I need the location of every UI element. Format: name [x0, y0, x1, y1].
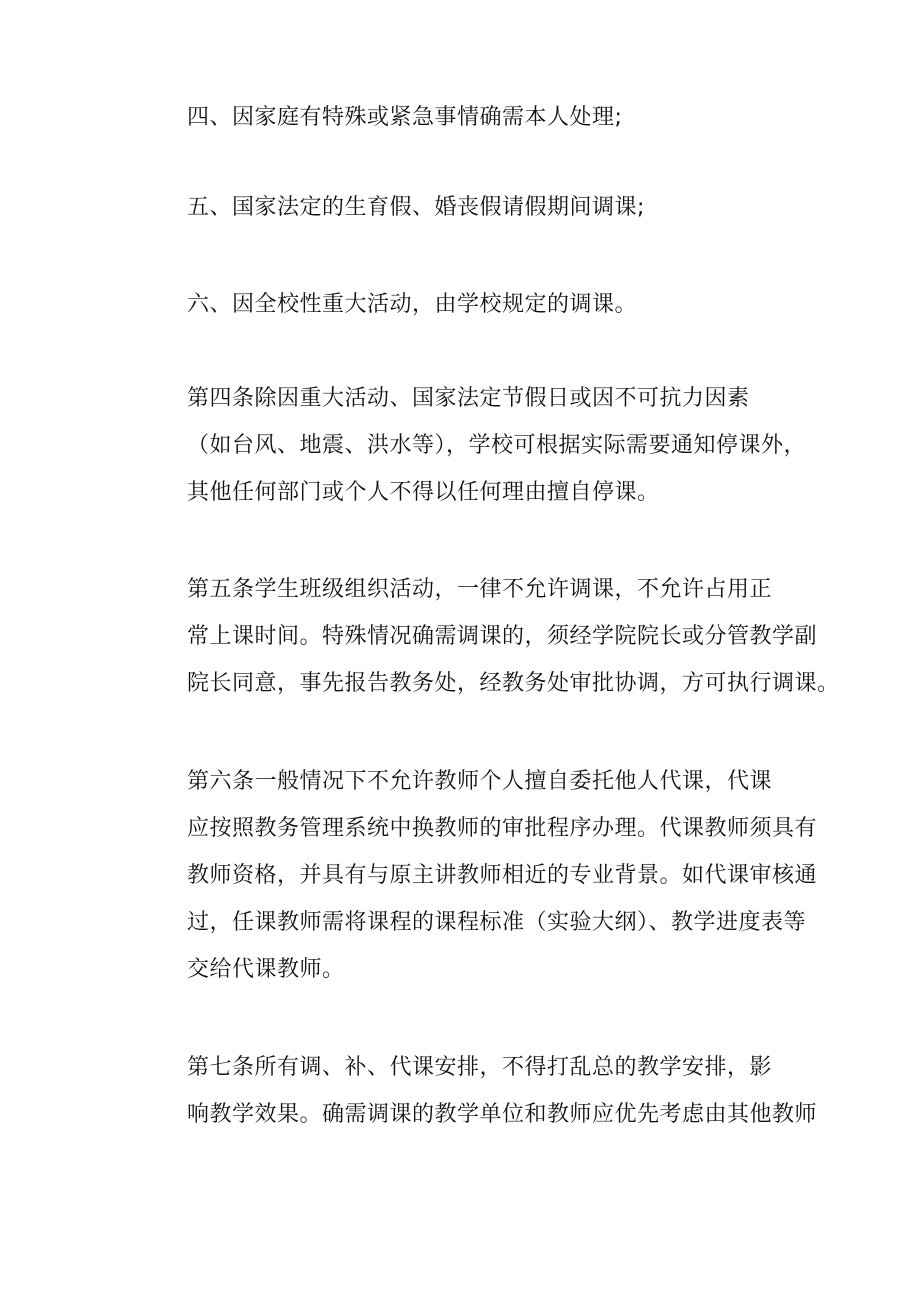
paragraph-line: 院长同意，事先报告教务处，经教务处审批协调，方可执行调课。 — [187, 671, 840, 696]
article-6-paragraph — [137, 758, 818, 993]
paragraph-line: 教师资格，并具有与原主讲教师相近的专业背景。如代课审核通 — [187, 863, 818, 888]
paragraph-item-4 — [137, 94, 787, 141]
article-5-paragraph — [137, 566, 840, 707]
paragraph-line: 四、因家庭有特殊或紧急事情确需本人处理; — [187, 105, 623, 130]
paragraph-line: 其他任何部门或个人不得以任何理由擅自停课。 — [187, 480, 660, 505]
paragraph-line: 交给代课教师。 — [187, 957, 345, 982]
paragraph-line: 第四条除因重大活动、国家法定节假日或因不可抗力因素 — [187, 386, 750, 411]
article-4-paragraph — [137, 375, 807, 516]
paragraph-line: 应按照教务管理系统中换教师的审批程序办理。代课教师须具有 — [187, 816, 818, 841]
paragraph-line: 六、因全校性重大活动，由学校规定的调课。 — [187, 292, 638, 317]
paragraph-line: 过，任课教师需将课程的课程标准（实验大纲）、教学进度表等 — [187, 910, 807, 935]
article-7-paragraph — [137, 1044, 818, 1138]
paragraph-line: 第六条一般情况下不允许教师个人擅自委托他人代课，代课 — [187, 769, 773, 794]
paragraph-line: 响教学效果。确需调课的教学单位和教师应优先考虑由其他教师 — [187, 1102, 818, 1127]
paragraph-line: （如台风、地震、洪水等），学校可根据实际需要通知停课外， — [187, 433, 807, 458]
paragraph-line: 第五条学生班级组织活动，一律不允许调课，不允许占用正 — [187, 577, 773, 602]
paragraph-line: 常上课时间。特殊情况确需调课的，须经学院院长或分管教学副 — [187, 624, 818, 649]
paragraph-line: 五、国家法定的生育假、婚丧假请假期间调课; — [187, 195, 645, 220]
paragraph-line: 第七条所有调、补、代课安排，不得打乱总的教学安排，影 — [187, 1055, 773, 1080]
paragraph-item-5 — [137, 184, 787, 231]
paragraph-item-6 — [137, 281, 787, 328]
